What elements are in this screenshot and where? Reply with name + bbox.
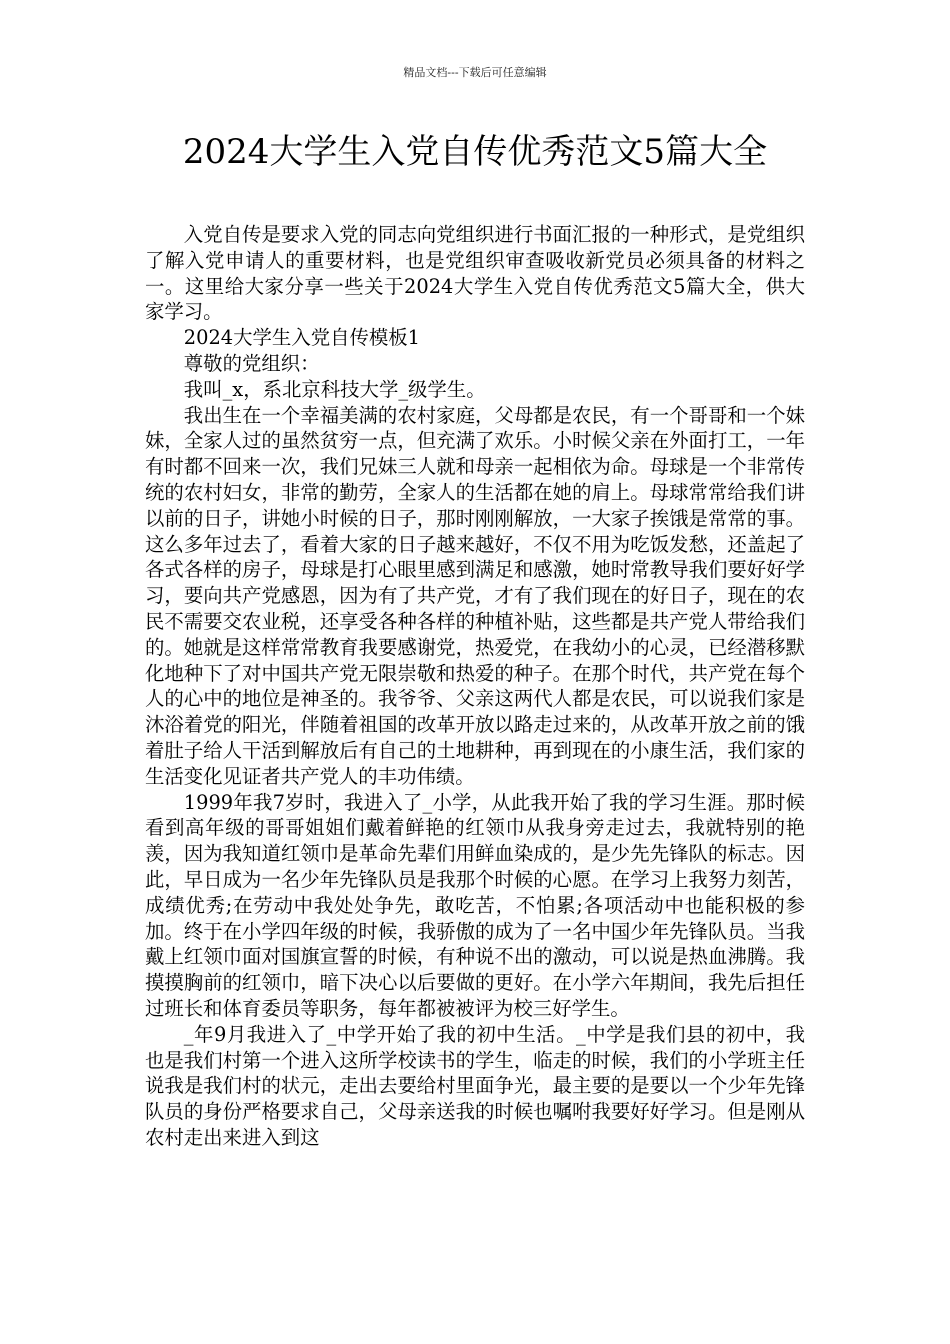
paragraph: 我出生在一个幸福美满的农村家庭，父母都是农民，有一个哥哥和一个妹妹，全家人过的虽然贫穷一点，但充满了欢乐。小时候父亲在外面打工，一年有时都不回来一次，我们兄妹三人就和母亲一起相依为命。母球是一个非常传统的农村妇女，非常的勤劳，全家人的生活都在她的肩上。母球常常给我们讲以前的日子，讲她小时候的日子，那时刚刚解放，一大家子挨饿是常常的事。这么多年过去了，看着大家的日子越来越好，不仅不用为吃饭发愁，还盖起了各式各样的房子，母球是打心眼里感到满足和感激，她时常教导我们要好好学习，要向共产党感恩，因为有了共产党，才有了我们现在的好日子，现在的农民不需要交农业税，还享受各种各样的种植补贴，这些都是共产党人带给我们的。她就是这样常常教育我要感谢党，热爱党，在我幼小的心灵，已经潜移默化地种下了对中国共产党无限崇敬和热爱的种子。在那个时代，共产党在每个人的心中的地位是神圣的。我爷爷、父亲这两代人都是农民，可以说我们家是沐浴着党的阳光，伴随着祖国的改革开放以路走过来的，从改革开放之前的饿着肚子给人干活到解放后有自己的土地耕种，再到现在的小康生活，我们家的生活变化见证者共产党人的丰功伟绩。: [145, 403, 805, 788]
paragraph-intro: 入党自传是要求入党的同志向党组织进行书面汇报的一种形式，是党组织了解入党申请人的重要材料，也是党组织审查吸收新党员必须具备的材料之一。这里给大家分享一些关于2024大学生入党自传优秀范文5篇大全，供大家学习。: [145, 223, 805, 324]
document-body: [145, 222, 805, 1151]
paragraph: 我叫_x，系北京科技大学_级学生。: [183, 377, 486, 401]
paragraph: 1999年我7岁时，我进入了_小学，从此我开始了我的学习生涯。那时候看到高年级的哥哥姐姐们戴着鲜艳的红领巾从我身旁走过去，我就特别的艳羡，因为我知道红领巾是革命先辈们用鲜血染成的，是少先先锋队的标志。因此，早日成为一名少年先锋队员是我那个时候的心愿。在学习上我努力刻苦，成绩优秀;在劳动中我处处争先，敢吃苦，不怕累;各项活动中也能积极的参加。终于在小学四年级的时候，我骄傲的成为了一名中国少年先锋队员。当我戴上红领巾面对国旗宣誓的时候，有种说不出的激动，可以说是热血沸腾。我摸摸胸前的红领巾，暗下决心以后要做的更好。在小学六年期间，我先后担任过班长和体育委员等职务，每年都被被评为校三好学生。: [145, 790, 805, 1020]
document-title: 2024大学生入党自传优秀范文5篇大全: [182, 132, 768, 172]
header-note: 精品文档---下载后可任意编辑: [403, 66, 547, 79]
section-heading: 2024大学生入党自传模板1: [183, 326, 420, 350]
paragraph: _年9月我进入了_中学开始了我的初中生活。_中学是我们县的初中，我也是我们村第一个进入这所学校读书的学生，临走的时候，我们的小学班主任说我是我们村的状元，走出去要给村里面争光，最主要的是要以一个少年先锋队员的身份严格要求自己，父母亲送我的时候也嘱咐我要好好学习。但是刚从农村走出来进入到这: [145, 1022, 805, 1149]
salutation: 尊敬的党组织：: [183, 351, 320, 375]
